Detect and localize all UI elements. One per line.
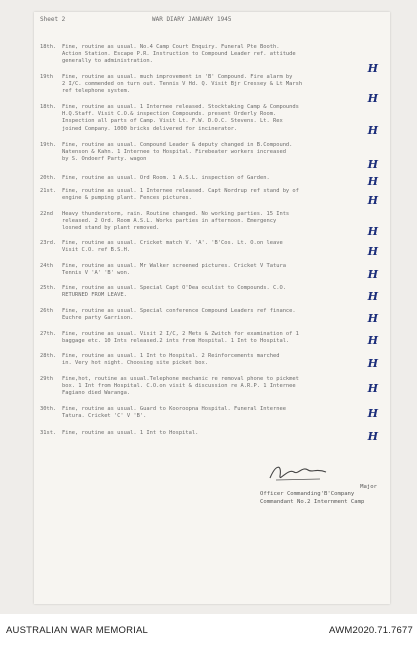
- entry-text: Fine, routine as usual. 1 Internee released. Capt Nordrup ref stand by of engine & pumping plant. Fences pictures.: [62, 188, 299, 202]
- entry-date: 28th.: [40, 353, 57, 359]
- entry-date: 18th.: [40, 104, 57, 110]
- initials-mark: H: [367, 290, 378, 303]
- entry-text: Fine, routine as usual. Ord Room. 1 A.S.L. inspection of Garden.: [62, 175, 270, 181]
- entry-text: Fine, routine as usual. Visit 2 I/C, 2 Mets & Zwitch for examination of 1 baggage etc. 10 Ints released.2 ints from Hospital. 1 Int to Hospital.: [62, 331, 299, 345]
- diary-entry: [40, 406, 376, 420]
- signatory-title: Officer Commanding'B'Company: [260, 491, 355, 498]
- initials-mark: H: [367, 158, 378, 171]
- initials-mark: H: [367, 334, 378, 347]
- entry-date: 31st.: [40, 430, 57, 436]
- entry-date: 18th.: [40, 44, 57, 50]
- sheet-number: Sheet 2: [40, 16, 66, 23]
- initials-mark: H: [367, 430, 378, 443]
- accession-number: AWM2020.71.7677: [329, 625, 413, 636]
- initials-mark: H: [367, 92, 378, 105]
- diary-entry: [40, 74, 376, 96]
- entry-date: 20th.: [40, 175, 57, 181]
- diary-entry: [40, 211, 376, 233]
- entry-date: 19th: [40, 74, 53, 80]
- diary-entry: [40, 44, 376, 66]
- entry-date: 24th: [40, 263, 53, 269]
- initials-mark: H: [367, 312, 378, 325]
- entry-text: Fine, routine as usual. Special conference Compound Leaders ref finance. Euchre party Garrison.: [62, 308, 296, 322]
- diary-entry: [40, 285, 376, 299]
- entry-date: 23rd.: [40, 240, 57, 246]
- initials-mark: H: [367, 382, 378, 395]
- initials-mark: H: [367, 407, 378, 420]
- initials-mark: H: [367, 62, 378, 75]
- entry-text: Fine, routine as usual. Compound Leader & deputy changed in B.Compound. Natenson & Kahn. 1 Internee to Hospital. Firebeater workers increased by S. Ondoerf Party. wagon: [62, 142, 293, 163]
- initials-mark: H: [367, 268, 378, 281]
- entry-text: Fine, routine as usual. No.4 Camp Court Enquiry. Funeral Pte Booth. Action Station. Escape P.R. Instruction to Compound Leader ref. attitude generally to administration.: [62, 44, 296, 65]
- document-sheet: [34, 12, 390, 604]
- diary-entry: [40, 175, 376, 182]
- initials-mark: H: [367, 245, 378, 258]
- diary-entry: [40, 376, 376, 398]
- diary-entry: [40, 142, 376, 164]
- entry-text: Fine,hot, routine as usual.Telephone mechanic re removal phone to pickmet box. 1 Int from Hospital. C.O.on visit & discussion re A.R.P. 1 Internee Fagiano died Waranga.: [62, 376, 299, 397]
- diary-entry: [40, 263, 376, 277]
- signatory-rank: Major: [360, 484, 377, 490]
- entry-text: Heavy thunderstorm, rain. Routine changed. No working parties. 15 Ints released. 2 Ord. Room A.S.L. Works parties in afternoon. Emergency losned stand by plant removed.: [62, 211, 290, 232]
- diary-entry: [40, 188, 376, 202]
- handwritten-signature: [266, 460, 330, 484]
- initials-mark: H: [367, 124, 378, 137]
- diary-entry: [40, 353, 376, 367]
- entry-date: 29th: [40, 376, 53, 382]
- archive-credit: AUSTRALIAN WAR MEMORIAL: [6, 625, 149, 636]
- entry-text: Fine, routine as usual. 1 Internee released. Stocktaking Camp & Compounds H.Q.Staff. Visit C.O.& inspection Compounds. present Orderly Room. Inspection all parts of Camp. Visit Lt. F.W. D.O.C. Stevens. Lt. Rex joined Company. 1000 bricks delivered for incinerator.: [62, 104, 299, 132]
- initials-mark: H: [367, 225, 378, 238]
- entry-text: Fine, routine as usual. Special Capt O'Dea oculist to Compounds. C.O. RETURNED FROM LEAVE.: [62, 285, 286, 299]
- diary-entry: [40, 331, 376, 345]
- entry-date: 19th.: [40, 142, 57, 148]
- entry-date: 21st.: [40, 188, 57, 194]
- entry-date: 26th: [40, 308, 53, 314]
- diary-entry: [40, 240, 376, 254]
- signatory-title-2: Commandant No.2 Internment Camp: [260, 498, 365, 505]
- diary-title: WAR DIARY JANUARY 1945: [152, 16, 232, 23]
- signature-block: [260, 484, 385, 506]
- entry-text: Fine, routine as usual. 1 Int to Hospital. 2 Reinforcements marched in. Very hot night. Choosing site picket box.: [62, 353, 280, 367]
- initials-mark: H: [367, 194, 378, 207]
- entry-date: 22nd: [40, 211, 53, 217]
- initials-mark: H: [367, 175, 378, 188]
- entry-text: Fine, routine as usual. Mr Walker screened pictures. Cricket V Tatura Tennis V 'A' 'B' won.: [62, 263, 286, 277]
- entry-text: Fine, routine as usual. Cricket match V. 'A'. 'B'Cos. Lt. O.on leave Visit C.O. ref B.S.H.: [62, 240, 283, 254]
- diary-entry: [40, 308, 376, 322]
- diary-entry: [40, 430, 376, 437]
- diary-entry: [40, 104, 376, 133]
- entry-text: Fine, routine as usual. Guard to Kooroopna Hospital. Funeral Internee Tatura. Cricket 'C' V 'B'.: [62, 406, 286, 420]
- entry-text: Fine, routine as usual. 1 Int to Hospital.: [62, 430, 199, 436]
- entry-text: Fine, routine as usual. much improvement in 'B' Compound. Fire alarm by 2 I/C. commended on turn out. Tennis V Hd. Q. Visit Bjr Cressey & Lt Marsh ref telephone system.: [62, 74, 303, 95]
- entry-date: 30th.: [40, 406, 57, 412]
- entry-date: 25th.: [40, 285, 57, 291]
- initials-mark: H: [367, 357, 378, 370]
- entry-date: 27th.: [40, 331, 57, 337]
